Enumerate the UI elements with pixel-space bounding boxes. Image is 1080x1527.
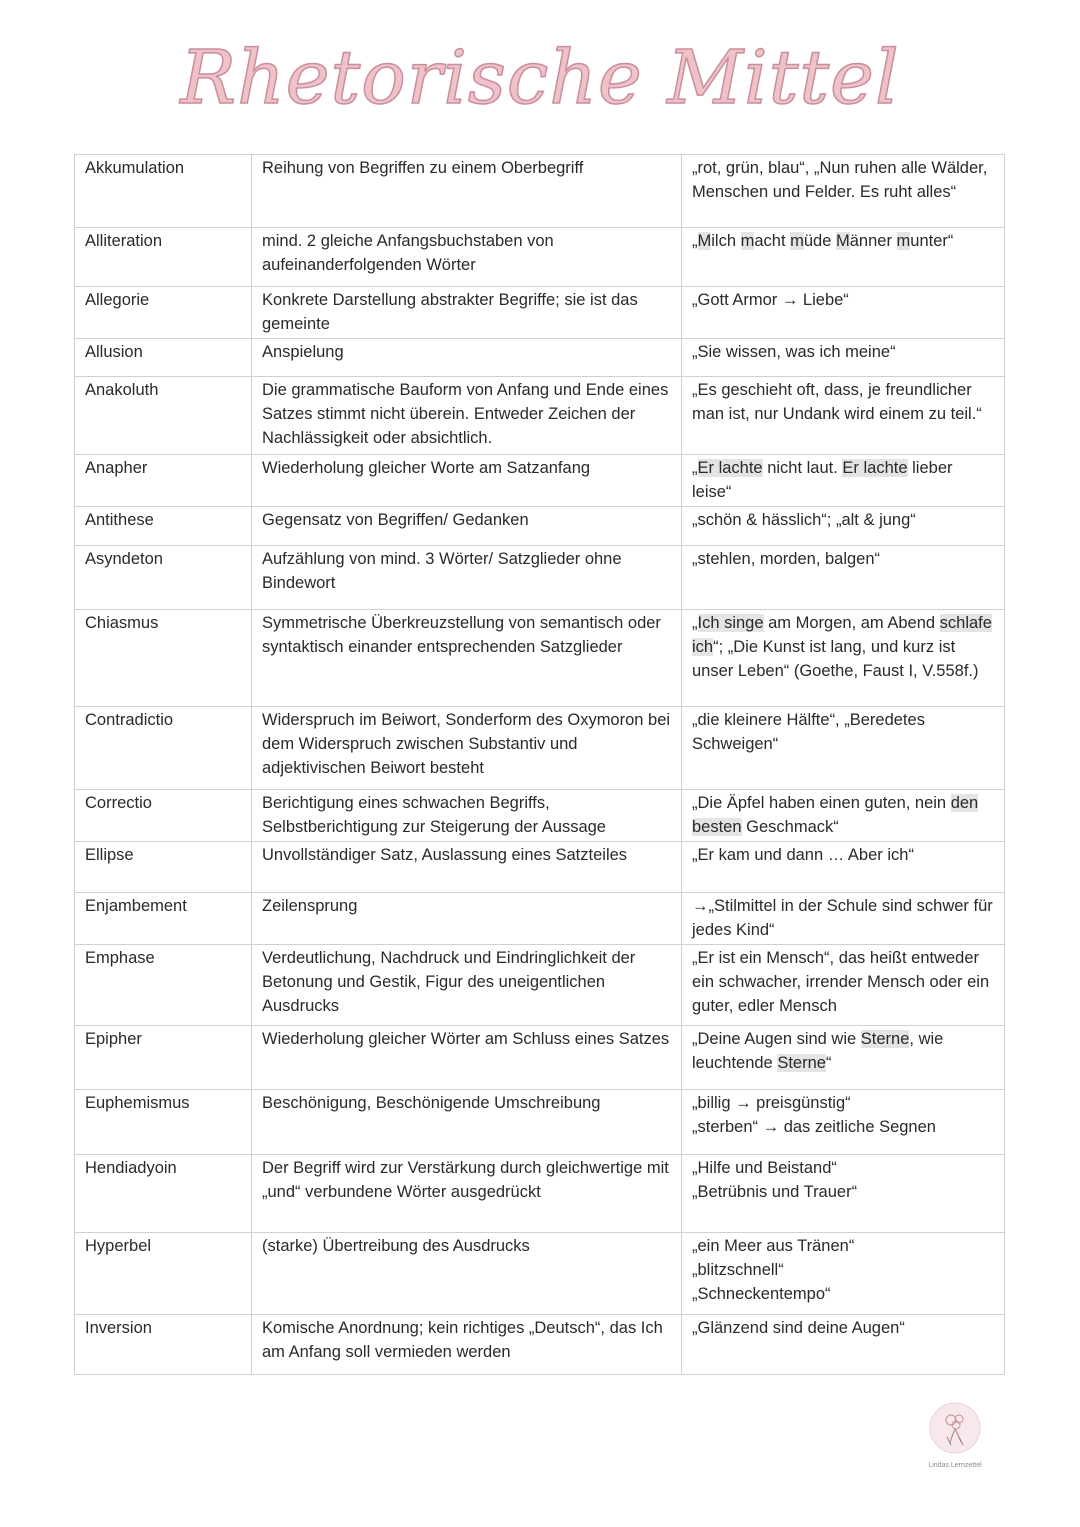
table-body <box>75 155 1005 1375</box>
highlighted-text: M <box>697 232 712 250</box>
example-cell <box>682 790 1005 842</box>
example-text: „ <box>692 232 698 250</box>
definition-cell: Gegensatz von Begriffen/ Gedanken <box>252 507 682 546</box>
example-cell <box>682 1315 1005 1375</box>
highlighted-text: m <box>790 232 804 250</box>
example-text: am Morgen, am Abend <box>763 614 940 632</box>
definition-cell: Wiederholung gleicher Worte am Satzanfang <box>252 455 682 507</box>
example-text: →„Stilmittel in der Schule sind schwer für jedes Kind“ <box>692 897 993 939</box>
flower-logo-icon <box>929 1402 981 1454</box>
table-row <box>75 1315 1005 1375</box>
example-cell <box>682 842 1005 893</box>
example-text: üde <box>803 232 836 250</box>
example-text: “ <box>825 1054 832 1072</box>
term-cell: Inversion <box>75 1315 252 1375</box>
definition-cell: Unvollständiger Satz, Auslassung eines Satzteiles <box>252 842 682 893</box>
table-row <box>75 790 1005 842</box>
definition-cell: Verdeutlichung, Nachdruck und Eindringlichkeit der Betonung und Gestik, Figur des uneigentlichen Ausdrucks <box>252 945 682 1026</box>
example-cell <box>682 1233 1005 1315</box>
term-cell: Hyperbel <box>75 1233 252 1315</box>
stylistic-devices-table <box>74 154 1005 1375</box>
term-cell: Hendiadyoin <box>75 1155 252 1233</box>
highlighted-text: Sterne <box>777 1054 826 1072</box>
highlighted-text: den besten <box>692 794 979 836</box>
table-row <box>75 287 1005 339</box>
term-cell: Chiasmus <box>75 610 252 707</box>
example-cell <box>682 377 1005 455</box>
example-text: Geschmack“ <box>741 818 839 836</box>
example-text: „Es geschieht oft, dass, je freundlicher man ist, nur Undank wird einem zu teil.“ <box>692 381 982 423</box>
example-text: unter“ <box>910 232 954 250</box>
example-cell <box>682 507 1005 546</box>
example-text: „ein Meer aus Tränen“ <box>692 1237 855 1255</box>
definition-cell: mind. 2 gleiche Anfangsbuchstaben von aufeinanderfolgenden Wörter <box>252 228 682 287</box>
example-text: „Er ist ein Mensch“, das heißt entweder ein schwacher, irrender Mensch oder ein guter, edler Mensch <box>692 949 990 1015</box>
example-cell <box>682 1090 1005 1155</box>
example-text: lieber leise“ <box>692 459 953 501</box>
example-text: „die kleinere Hälfte“, „Beredetes Schweigen“ <box>692 711 925 753</box>
example-cell <box>682 228 1005 287</box>
table-row <box>75 1026 1005 1090</box>
term-cell: Enjambement <box>75 893 252 945</box>
table-row <box>75 155 1005 228</box>
term-cell: Correctio <box>75 790 252 842</box>
example-text: „billig → preisgünstig“ <box>692 1094 851 1112</box>
example-text: „Glänzend sind deine Augen“ <box>692 1319 905 1337</box>
example-text: „ <box>692 614 698 632</box>
definition-cell: Reihung von Begriffen zu einem Oberbegriff <box>252 155 682 228</box>
table-row <box>75 893 1005 945</box>
table-row <box>75 377 1005 455</box>
table-row <box>75 707 1005 790</box>
table-row <box>75 1090 1005 1155</box>
highlighted-text: M <box>836 232 850 250</box>
term-cell: Akkumulation <box>75 155 252 228</box>
highlighted-text: Sterne <box>860 1030 910 1048</box>
example-text: „Die Äpfel haben einen guten, nein <box>692 794 951 812</box>
definition-cell: Wiederholung gleicher Wörter am Schluss eines Satzes <box>252 1026 682 1090</box>
example-text: „Sie wissen, was ich meine“ <box>692 343 896 361</box>
example-cell <box>682 546 1005 610</box>
example-text: „Deine Augen sind wie <box>692 1030 861 1048</box>
term-cell: Asyndeton <box>75 546 252 610</box>
example-cell <box>682 339 1005 377</box>
example-cell <box>682 1026 1005 1090</box>
table-row <box>75 1233 1005 1315</box>
example-text: „ <box>692 459 698 477</box>
example-text: „Hilfe und Beistand“ <box>692 1159 837 1177</box>
example-cell <box>682 945 1005 1026</box>
term-cell: Antithese <box>75 507 252 546</box>
table-row <box>75 546 1005 610</box>
example-text: „blitzschnell“ <box>692 1261 784 1279</box>
definition-cell: Komische Anordnung; kein richtiges „Deutsch“, das Ich am Anfang soll vermieden werden <box>252 1315 682 1375</box>
table-row <box>75 455 1005 507</box>
example-text: „Er kam und dann … Aber ich“ <box>692 846 914 864</box>
table-row <box>75 339 1005 377</box>
highlighted-text: m <box>896 232 911 250</box>
example-text: “; „Die Kunst ist lang, und kurz ist unser Leben“ (Goethe, Faust I, V.558f.) <box>692 638 979 680</box>
highlighted-text: schlafe ich <box>692 614 992 656</box>
example-text: „Schneckentempo“ <box>692 1285 831 1303</box>
definition-cell: Widerspruch im Beiwort, Sonderform des Oxymoron bei dem Widerspruch zwischen Substantiv und adjektivischen Beiwort besteht <box>252 707 682 790</box>
page-title: Rhetorische Mittel <box>180 35 900 121</box>
definition-cell: Die grammatische Bauform von Anfang und Ende eines Satzes stimmt nicht überein. Entweder Zeichen der Nachlässigkeit oder absichtlich. <box>252 377 682 455</box>
term-cell: Contradictio <box>75 707 252 790</box>
table-row <box>75 610 1005 707</box>
term-cell: Allusion <box>75 339 252 377</box>
highlighted-text: Er lachte <box>697 459 763 477</box>
table-row <box>75 507 1005 546</box>
example-text: änner <box>849 232 897 250</box>
example-cell <box>682 610 1005 707</box>
logo-caption: Lindas Lernzettel <box>928 1462 982 1469</box>
term-cell: Euphemismus <box>75 1090 252 1155</box>
example-text: „schön & hässlich“; „alt & jung“ <box>692 511 916 529</box>
example-cell <box>682 155 1005 228</box>
definition-cell: Konkrete Darstellung abstrakter Begriffe; sie ist das gemeinte <box>252 287 682 339</box>
definition-cell: (starke) Übertreibung des Ausdrucks <box>252 1233 682 1315</box>
definition-cell: Der Begriff wird zur Verstärkung durch gleichwertige mit „und“ verbundene Wörter ausgedrückt <box>252 1155 682 1233</box>
example-cell <box>682 287 1005 339</box>
definition-cell: Anspielung <box>252 339 682 377</box>
definition-cell: Symmetrische Überkreuzstellung von semantisch oder syntaktisch einander entsprechenden Satzglieder <box>252 610 682 707</box>
table-row <box>75 1155 1005 1233</box>
definition-cell: Berichtigung eines schwachen Begriffs, Selbstberichtigung zur Steigerung der Aussage <box>252 790 682 842</box>
example-text: „rot, grün, blau“, „Nun ruhen alle Wälder, Menschen und Felder. Es ruht alles“ <box>692 159 988 201</box>
definition-cell: Beschönigung, Beschönigende Umschreibung <box>252 1090 682 1155</box>
example-text: „stehlen, morden, balgen“ <box>692 550 881 568</box>
example-text: „Gott Armor → Liebe“ <box>692 291 849 309</box>
term-cell: Epipher <box>75 1026 252 1090</box>
example-text: „Betrübnis und Trauer“ <box>692 1183 858 1201</box>
definition-cell: Zeilensprung <box>252 893 682 945</box>
example-text: nicht laut. <box>762 459 843 477</box>
highlighted-text: Ich singe <box>697 614 764 632</box>
table-row <box>75 228 1005 287</box>
highlighted-text: Er lachte <box>842 459 908 477</box>
term-cell: Alliteration <box>75 228 252 287</box>
definition-cell: Aufzählung von mind. 3 Wörter/ Satzglieder ohne Bindewort <box>252 546 682 610</box>
example-cell <box>682 455 1005 507</box>
term-cell: Ellipse <box>75 842 252 893</box>
example-text: , wie leuchtende <box>692 1030 944 1072</box>
table-row <box>75 945 1005 1026</box>
term-cell: Anapher <box>75 455 252 507</box>
term-cell: Allegorie <box>75 287 252 339</box>
example-cell <box>682 893 1005 945</box>
example-text: „sterben“ → das zeitliche Segnen <box>692 1118 936 1136</box>
example-cell <box>682 1155 1005 1233</box>
term-cell: Emphase <box>75 945 252 1026</box>
term-cell: Anakoluth <box>75 377 252 455</box>
highlighted-text: m <box>740 232 755 250</box>
example-text: ilch <box>711 232 741 250</box>
example-text: acht <box>754 232 791 250</box>
example-cell <box>682 707 1005 790</box>
table-row <box>75 842 1005 893</box>
